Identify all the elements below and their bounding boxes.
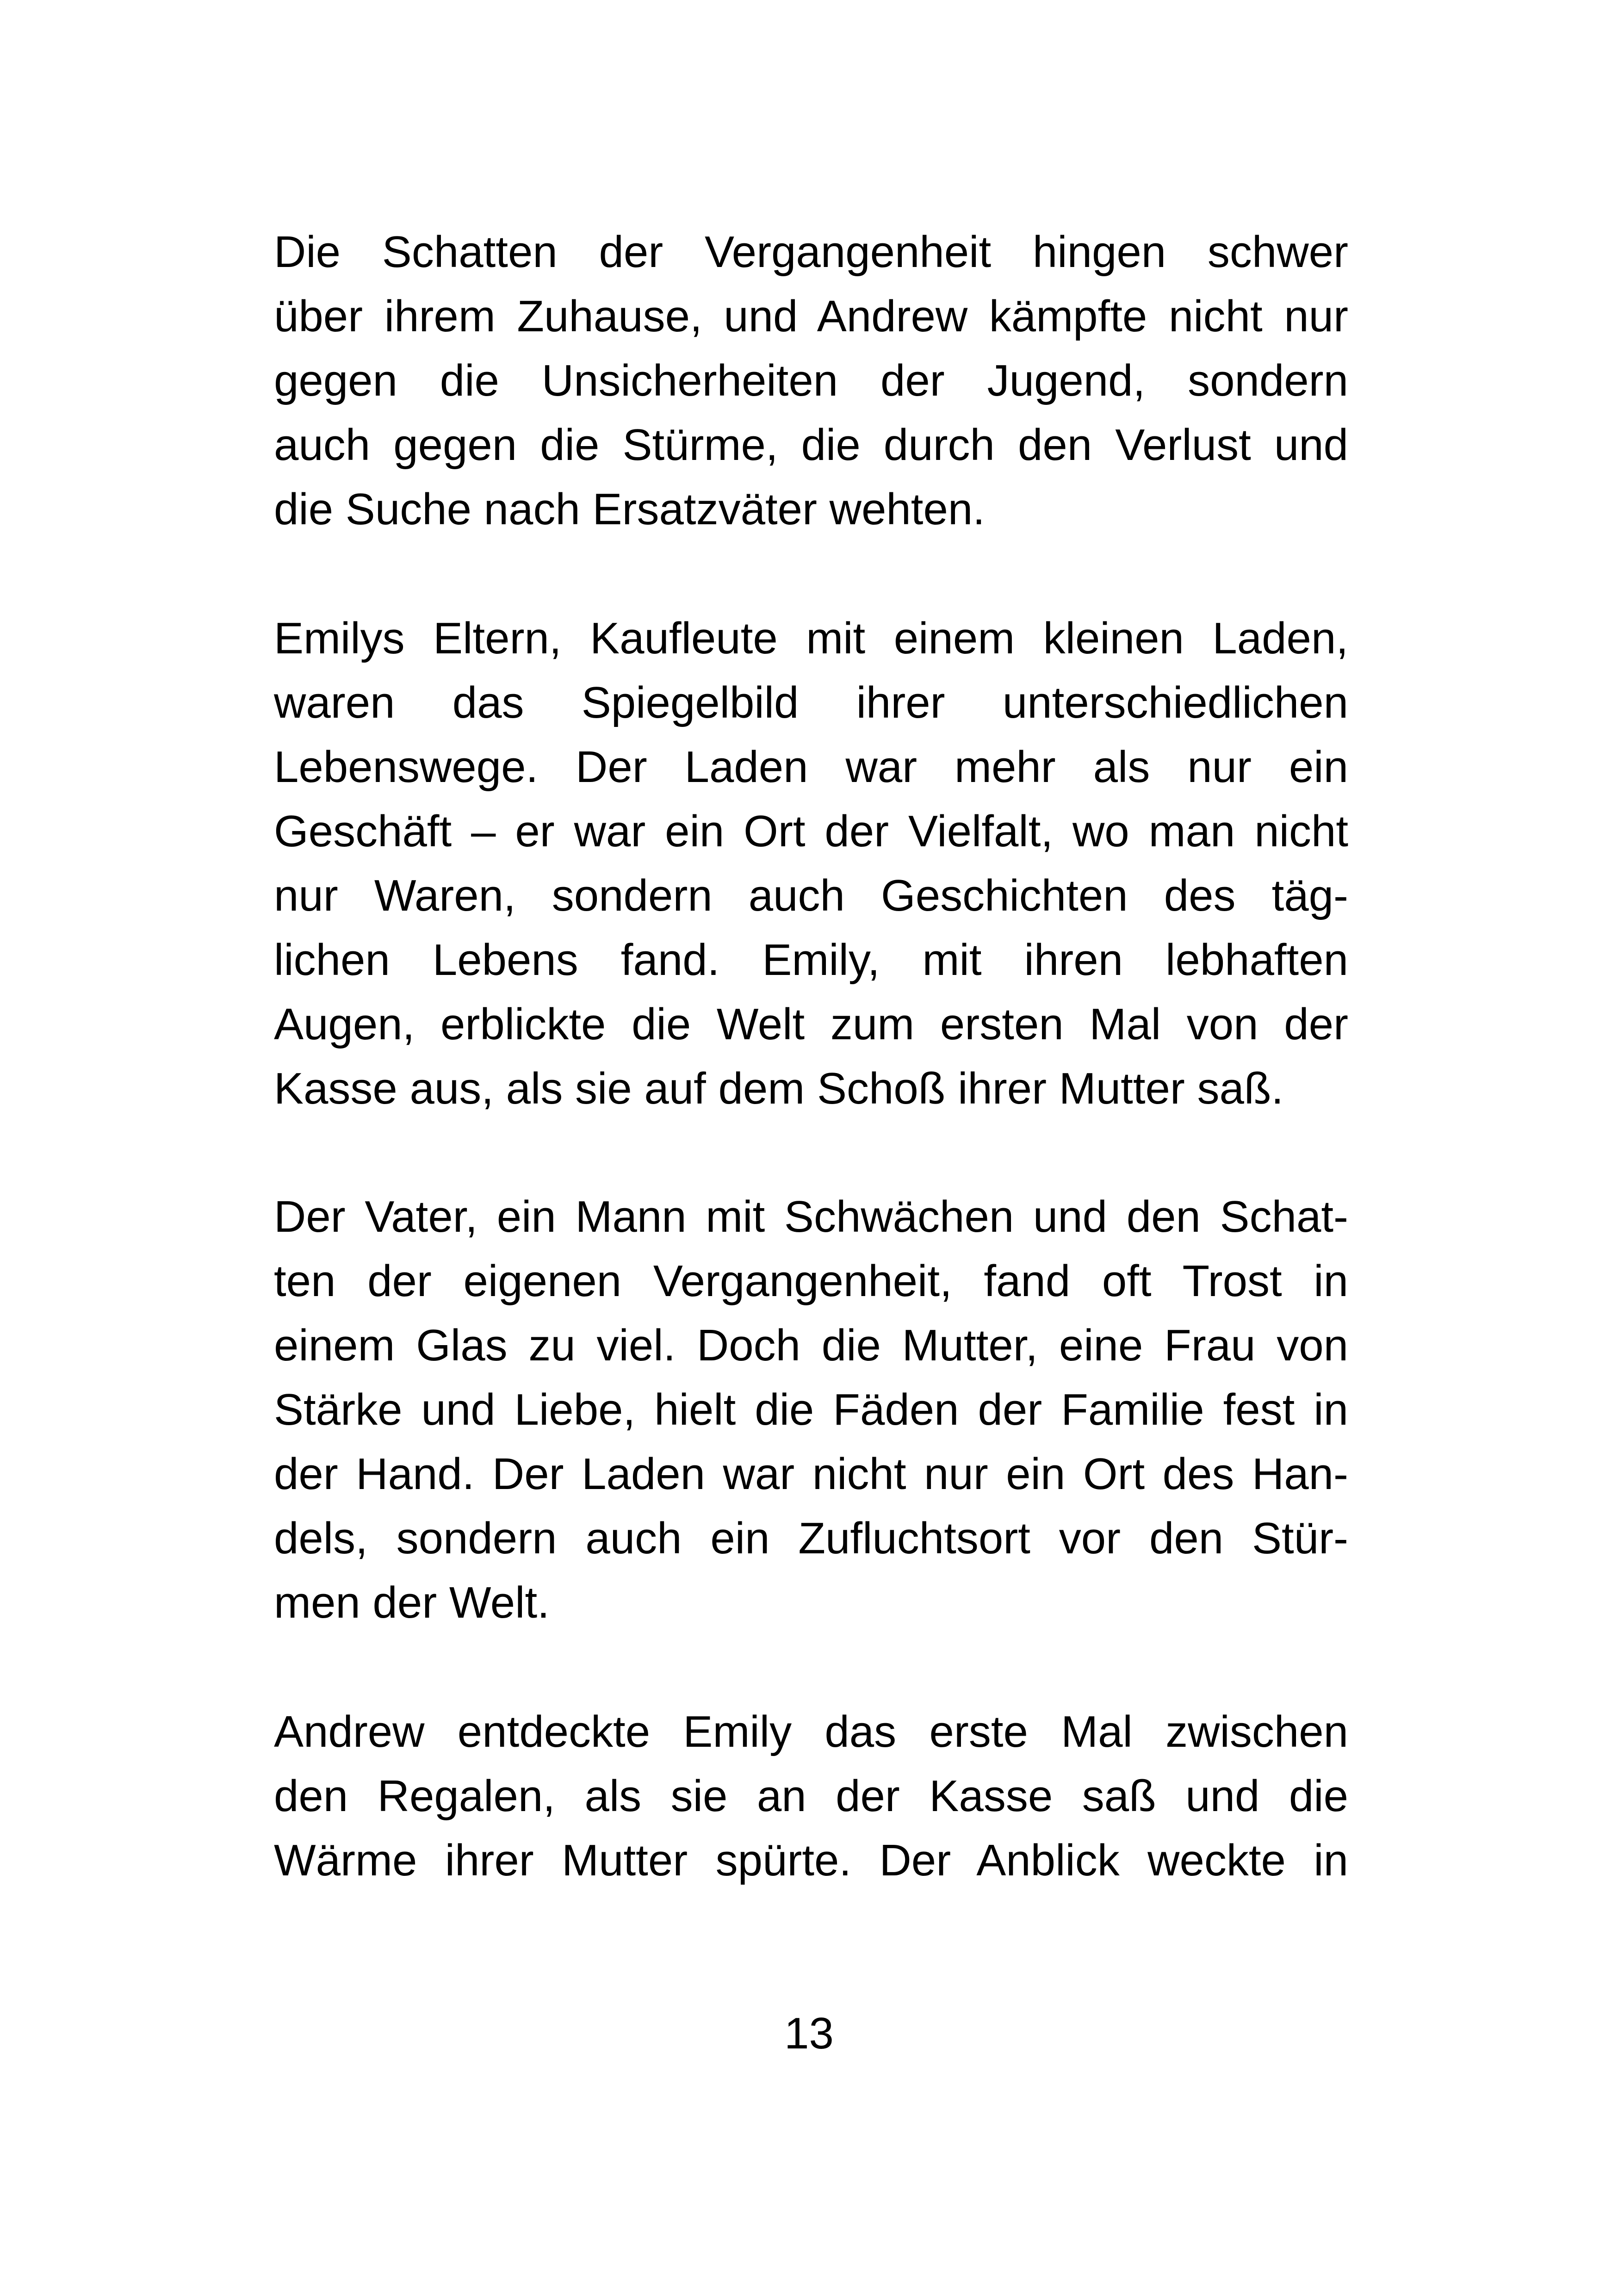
paragraph-3 — [274, 1185, 1348, 1635]
text-line: Wärme ihrer Mutter spürte. Der Anblick weckte in — [274, 1836, 1348, 1885]
text-line: Die Schatten der Vergangenheit hingen schwer — [274, 227, 1348, 277]
text-line: waren das Spiegelbild ihrer unterschiedlichen — [274, 678, 1348, 727]
text-line: lichen Lebens fand. Emily, mit ihren lebhaften — [274, 935, 1348, 985]
text-line: die Suche nach Ersatzväter wehten. — [274, 484, 985, 534]
text-line: über ihrem Zuhause, und Andrew kämpfte nicht nur — [274, 292, 1348, 341]
text-line: Kasse aus, als sie auf dem Schoß ihrer Mutter saß. — [274, 1064, 1284, 1113]
text-line: der Hand. Der Laden war nicht nur ein Ort des Han- — [274, 1449, 1348, 1499]
text-line: men der Welt. — [274, 1578, 550, 1627]
text-line: ten der eigenen Vergangenheit, fand oft Trost in — [274, 1256, 1348, 1306]
text-line: Emilys Eltern, Kaufleute mit einem kleinen Laden, — [274, 614, 1348, 663]
text-line: auch gegen die Stürme, die durch den Verlust und — [274, 420, 1348, 470]
text-line: Andrew entdeckte Emily das erste Mal zwischen — [274, 1707, 1348, 1756]
page-number: 13 — [784, 2009, 834, 2058]
text-line: Stärke und Liebe, hielt die Fäden der Familie fest in — [274, 1385, 1348, 1434]
text-line: Augen, erblickte die Welt zum ersten Mal von der — [274, 999, 1348, 1049]
text-line: nur Waren, sondern auch Geschichten des täg- — [274, 871, 1348, 920]
text-line: einem Glas zu viel. Doch die Mutter, eine Frau von — [274, 1321, 1348, 1370]
paragraph-1 — [274, 220, 1348, 541]
text-line: dels, sondern auch ein Zufluchtsort vor den Stür- — [274, 1514, 1348, 1563]
text-line: Geschäft – er war ein Ort der Vielfalt, wo man nicht — [274, 807, 1348, 856]
text-line: gegen die Unsicherheiten der Jugend, sondern — [274, 356, 1348, 405]
paragraph-4 — [274, 1700, 1348, 1893]
text-line: Der Vater, ein Mann mit Schwächen und den Schat- — [274, 1192, 1348, 1241]
text-line: Lebenswege. Der Laden war mehr als nur ein — [274, 742, 1348, 792]
paragraph-2 — [274, 606, 1348, 1121]
text-line: den Regalen, als sie an der Kasse saß und die — [274, 1771, 1348, 1821]
